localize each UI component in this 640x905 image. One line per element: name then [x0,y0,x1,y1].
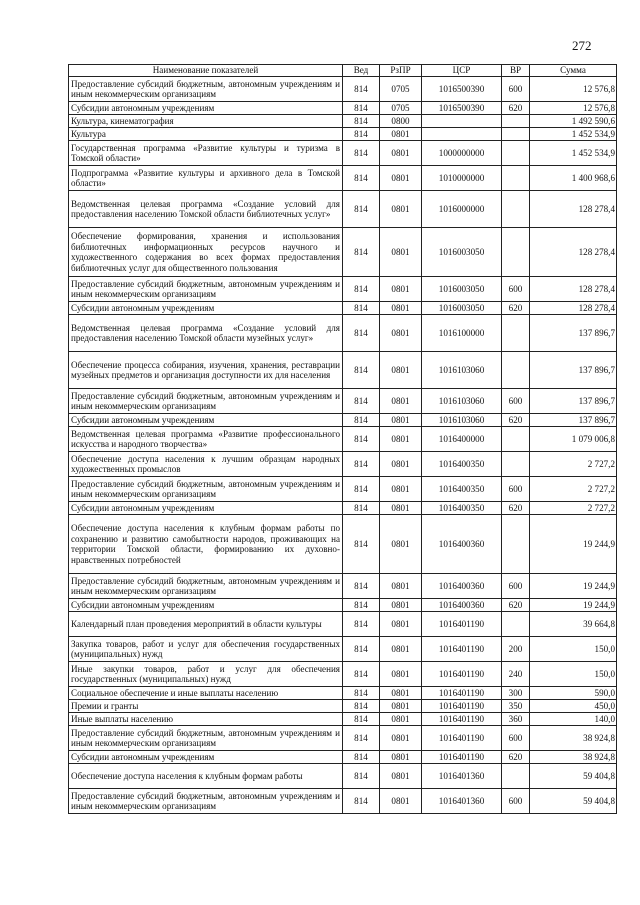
cell-sum: 19 244,9 [530,599,617,612]
cell-rzpr: 0801 [380,599,422,612]
cell-csr: 1016400000 [422,427,502,452]
cell-ved: 814 [343,128,380,141]
cell-ved: 814 [343,414,380,427]
cell-sum: 590,0 [530,687,617,700]
cell-ved: 814 [343,77,380,102]
table-row [69,427,617,452]
cell-rzpr: 0705 [380,102,422,115]
cell-vr: 600 [502,574,530,599]
cell-sum: 2 727,2 [530,452,617,477]
cell-vr [502,141,530,166]
cell-sum: 140,0 [530,713,617,726]
cell-sum: 1 452 534,9 [530,141,617,166]
cell-ved: 814 [343,726,380,751]
cell-rzpr: 0801 [380,141,422,166]
cell-name: Ведомственная целевая программа «Создание условий для предоставления населению Томской области библиотечных услуг» [69,191,343,228]
cell-name: Подпрограмма «Развитие культуры и архивного дела в Томской области» [69,166,343,191]
cell-ved: 814 [343,612,380,637]
cell-name: Субсидии автономным учреждениям [69,502,343,515]
cell-vr: 620 [502,302,530,315]
cell-ved: 814 [343,477,380,502]
table-row [69,574,617,599]
cell-csr: 1016400360 [422,599,502,612]
cell-rzpr: 0801 [380,389,422,414]
table-row [69,115,617,128]
cell-ved: 814 [343,751,380,764]
table-row [69,713,617,726]
cell-rzpr: 0801 [380,191,422,228]
cell-vr [502,166,530,191]
table-header-row [69,65,617,77]
cell-rzpr: 0801 [380,302,422,315]
cell-csr: 1016401190 [422,726,502,751]
cell-csr: 1016103060 [422,352,502,389]
cell-sum: 19 244,9 [530,574,617,599]
cell-vr [502,352,530,389]
cell-vr [502,515,530,574]
cell-sum: 12 576,8 [530,102,617,115]
cell-ved: 814 [343,574,380,599]
cell-name: Культура [69,128,343,141]
table-row [69,389,617,414]
cell-name: Иные закупки товаров, работ и услуг для обеспечения государственных (муниципальных) нужд [69,662,343,687]
cell-ved: 814 [343,789,380,814]
header-csr: ЦСР [422,65,502,77]
cell-csr: 1016500390 [422,102,502,115]
cell-sum: 137 896,7 [530,315,617,352]
cell-ved: 814 [343,637,380,662]
cell-rzpr: 0801 [380,751,422,764]
cell-csr: 1000000000 [422,141,502,166]
table-row [69,789,617,814]
cell-name: Обеспечение процесса собирания, изучения, хранения, реставрации музейных предметов и организация доступности их для населения [69,352,343,389]
table-row [69,77,617,102]
cell-csr [422,128,502,141]
cell-rzpr: 0801 [380,352,422,389]
table-row [69,612,617,637]
cell-vr: 200 [502,637,530,662]
cell-ved: 814 [343,515,380,574]
cell-sum: 2 727,2 [530,477,617,502]
cell-rzpr: 0801 [380,315,422,352]
cell-name: Субсидии автономным учреждениям [69,102,343,115]
cell-vr: 620 [502,414,530,427]
cell-rzpr: 0801 [380,502,422,515]
cell-csr: 1016401190 [422,700,502,713]
cell-csr: 1016401190 [422,662,502,687]
cell-name: Ведомственная целевая программа «Создание условий для предоставления населению Томской области музейных услуг» [69,315,343,352]
table-row [69,141,617,166]
table-row [69,166,617,191]
cell-rzpr: 0801 [380,166,422,191]
cell-ved: 814 [343,452,380,477]
table-row [69,637,617,662]
cell-ved: 814 [343,427,380,452]
cell-rzpr: 0800 [380,115,422,128]
cell-name: Календарный план проведения мероприятий в области культуры [69,612,343,637]
cell-rzpr: 0801 [380,612,422,637]
header-rzpr: РзПР [380,65,422,77]
cell-vr [502,315,530,352]
table-row [69,452,617,477]
cell-name: Государственная программа «Развитие культуры и туризма в Томской области» [69,141,343,166]
cell-rzpr: 0801 [380,452,422,477]
cell-name: Субсидии автономным учреждениям [69,751,343,764]
cell-csr: 1016400360 [422,574,502,599]
cell-rzpr: 0705 [380,77,422,102]
cell-csr: 1016401190 [422,612,502,637]
cell-name: Иные выплаты населению [69,713,343,726]
cell-rzpr: 0801 [380,713,422,726]
cell-csr: 1010000000 [422,166,502,191]
cell-csr: 1016400360 [422,515,502,574]
cell-sum: 150,0 [530,662,617,687]
header-sum: Сумма [530,65,617,77]
cell-csr: 1016103060 [422,389,502,414]
table-row [69,228,617,277]
cell-vr: 620 [502,102,530,115]
table-row [69,128,617,141]
cell-vr [502,427,530,452]
table-row [69,477,617,502]
cell-vr: 240 [502,662,530,687]
cell-sum: 38 924,8 [530,751,617,764]
cell-name: Субсидии автономным учреждениям [69,302,343,315]
cell-name: Премии и гранты [69,700,343,713]
table-row [69,515,617,574]
cell-csr: 1016003050 [422,228,502,277]
cell-vr [502,764,530,789]
table-row [69,191,617,228]
cell-rzpr: 0801 [380,789,422,814]
cell-vr [502,228,530,277]
table-row [69,302,617,315]
cell-name: Обеспечение доступа населения к клубным формам работы [69,764,343,789]
cell-ved: 814 [343,141,380,166]
cell-sum: 1 492 590,6 [530,115,617,128]
cell-rzpr: 0801 [380,700,422,713]
cell-name: Закупка товаров, работ и услуг для обеспечения государственных (муниципальных) нужд [69,637,343,662]
table-row [69,726,617,751]
table-row [69,102,617,115]
cell-csr: 1016401360 [422,764,502,789]
cell-ved: 814 [343,352,380,389]
table-row [69,700,617,713]
cell-name: Предоставление субсидий бюджетным, автономным учреждениям и иным некоммерческим организациям [69,277,343,302]
cell-vr: 620 [502,751,530,764]
cell-vr: 600 [502,789,530,814]
cell-vr: 600 [502,277,530,302]
table-body [69,77,617,814]
page-number: 272 [572,38,592,53]
table-row [69,599,617,612]
cell-sum: 450,0 [530,700,617,713]
cell-sum: 128 278,4 [530,302,617,315]
cell-csr: 1016401190 [422,637,502,662]
cell-ved: 814 [343,502,380,515]
cell-vr: 300 [502,687,530,700]
cell-sum: 137 896,7 [530,414,617,427]
cell-sum: 1 452 534,9 [530,128,617,141]
cell-vr: 620 [502,502,530,515]
cell-csr: 1016401190 [422,751,502,764]
cell-ved: 814 [343,277,380,302]
cell-sum: 137 896,7 [530,389,617,414]
cell-vr: 600 [502,477,530,502]
cell-sum: 137 896,7 [530,352,617,389]
cell-rzpr: 0801 [380,662,422,687]
cell-sum: 39 664,8 [530,612,617,637]
cell-ved: 814 [343,700,380,713]
cell-ved: 814 [343,115,380,128]
cell-vr: 600 [502,389,530,414]
cell-vr [502,452,530,477]
cell-sum: 128 278,4 [530,277,617,302]
cell-sum: 2 727,2 [530,502,617,515]
table-row [69,764,617,789]
cell-rzpr: 0801 [380,726,422,751]
cell-vr [502,128,530,141]
cell-name: Обеспечение доступа населения к клубным формам работы по сохранению и развитию самобытности народов, проживающих на территории Томской области, формированию их духовно-нравственных потребностей [69,515,343,574]
cell-csr: 1016500390 [422,77,502,102]
cell-vr: 600 [502,726,530,751]
cell-csr: 1016400350 [422,477,502,502]
cell-csr [422,115,502,128]
cell-sum: 128 278,4 [530,228,617,277]
cell-ved: 814 [343,662,380,687]
cell-vr [502,115,530,128]
cell-vr: 360 [502,713,530,726]
cell-sum: 19 244,9 [530,515,617,574]
table-row [69,414,617,427]
cell-rzpr: 0801 [380,477,422,502]
cell-ved: 814 [343,315,380,352]
cell-name: Субсидии автономным учреждениям [69,414,343,427]
budget-table [68,64,617,814]
cell-name: Предоставление субсидий бюджетным, автономным учреждениям и иным некоммерческим организациям [69,77,343,102]
cell-name: Предоставление субсидий бюджетным, автономным учреждениям и иным некоммерческим организациям [69,789,343,814]
cell-csr: 1016401190 [422,713,502,726]
cell-name: Предоставление субсидий бюджетным, автономным учреждениям и иным некоммерческим организациям [69,389,343,414]
table-row [69,277,617,302]
cell-sum: 150,0 [530,637,617,662]
cell-rzpr: 0801 [380,277,422,302]
cell-ved: 814 [343,228,380,277]
cell-name: Обеспечение доступа населения к лучшим образцам народных художественных промыслов [69,452,343,477]
cell-sum: 12 576,8 [530,77,617,102]
cell-ved: 814 [343,687,380,700]
cell-rzpr: 0801 [380,515,422,574]
cell-ved: 814 [343,302,380,315]
cell-rzpr: 0801 [380,637,422,662]
table-row [69,502,617,515]
table-row [69,687,617,700]
cell-csr: 1016003050 [422,277,502,302]
cell-sum: 38 924,8 [530,726,617,751]
cell-csr: 1016400350 [422,502,502,515]
cell-csr: 1016400350 [422,452,502,477]
cell-csr: 1016003050 [422,302,502,315]
header-ved: Вед [343,65,380,77]
cell-vr [502,612,530,637]
cell-csr: 1016000000 [422,191,502,228]
cell-name: Социальное обеспечение и иные выплаты населению [69,687,343,700]
table-row [69,662,617,687]
cell-vr [502,191,530,228]
cell-name: Обеспечение формирования, хранения и использования библиотечных информационных ресурсов научного и художественного содержания во всех формах предоставления библиотечных услуг для общественного пользования [69,228,343,277]
cell-name: Предоставление субсидий бюджетным, автономным учреждениям и иным некоммерческим организациям [69,574,343,599]
table-row [69,315,617,352]
cell-rzpr: 0801 [380,228,422,277]
header-vr: ВР [502,65,530,77]
cell-csr: 1016100000 [422,315,502,352]
cell-name: Культура, кинематография [69,115,343,128]
cell-ved: 814 [343,599,380,612]
cell-sum: 128 278,4 [530,191,617,228]
cell-name: Предоставление субсидий бюджетным, автономным учреждениям и иным некоммерческим организациям [69,477,343,502]
cell-name: Ведомственная целевая программа «Развитие профессионального искусства и народного творчества» [69,427,343,452]
cell-rzpr: 0801 [380,687,422,700]
cell-ved: 814 [343,191,380,228]
cell-name: Предоставление субсидий бюджетным, автономным учреждениям и иным некоммерческим организациям [69,726,343,751]
cell-rzpr: 0801 [380,764,422,789]
cell-rzpr: 0801 [380,427,422,452]
cell-ved: 814 [343,166,380,191]
cell-sum: 59 404,8 [530,789,617,814]
cell-csr: 1016401190 [422,687,502,700]
cell-rzpr: 0801 [380,128,422,141]
cell-csr: 1016103060 [422,414,502,427]
header-name: Наименование показателей [69,65,343,77]
cell-name: Субсидии автономным учреждениям [69,599,343,612]
cell-csr: 1016401360 [422,789,502,814]
cell-sum: 1 079 006,8 [530,427,617,452]
cell-sum: 1 400 968,6 [530,166,617,191]
table-row [69,352,617,389]
cell-vr: 350 [502,700,530,713]
cell-sum: 59 404,8 [530,764,617,789]
cell-ved: 814 [343,713,380,726]
cell-ved: 814 [343,102,380,115]
cell-vr: 600 [502,77,530,102]
cell-rzpr: 0801 [380,574,422,599]
cell-rzpr: 0801 [380,414,422,427]
cell-ved: 814 [343,764,380,789]
cell-vr: 620 [502,599,530,612]
table-row [69,751,617,764]
cell-ved: 814 [343,389,380,414]
